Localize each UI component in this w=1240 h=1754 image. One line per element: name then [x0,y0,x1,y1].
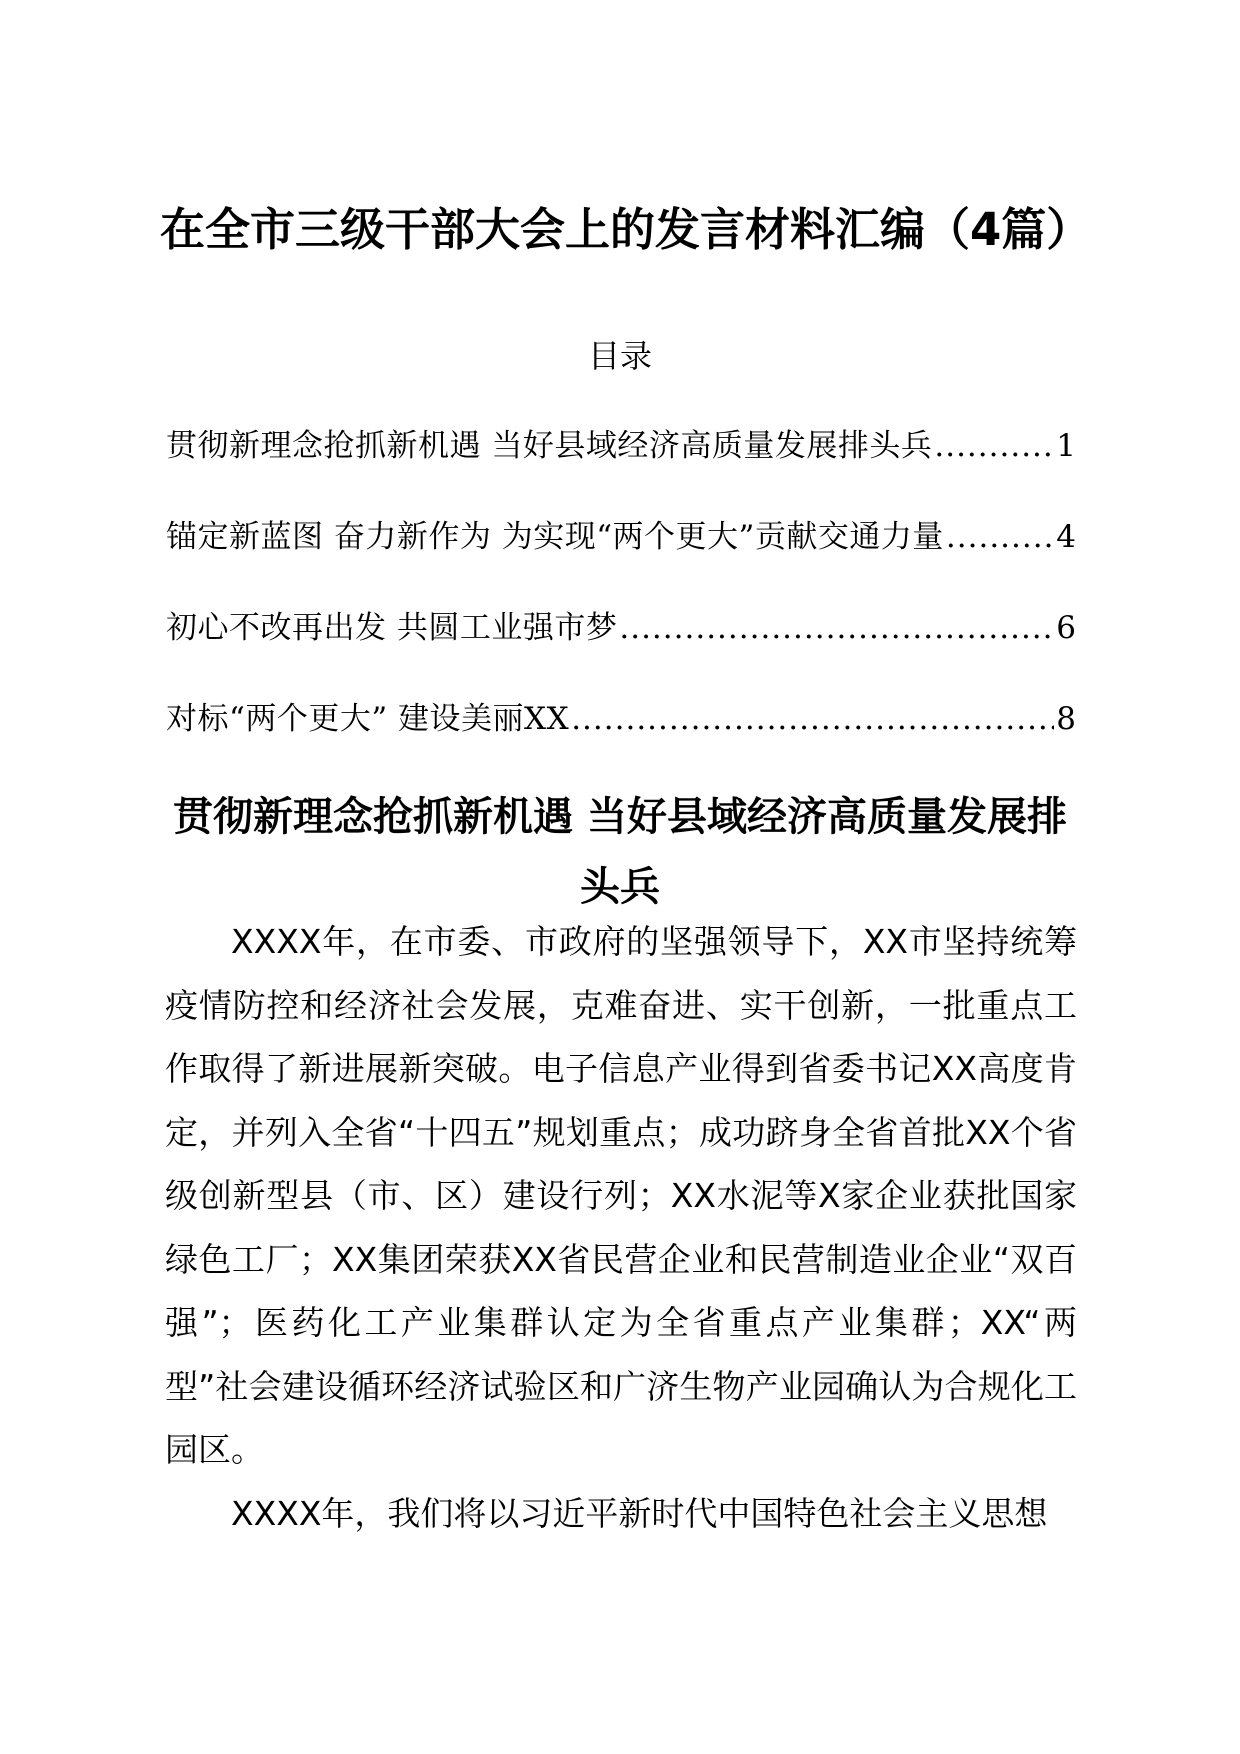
toc-leader-dots [934,426,1054,466]
toc-entry-title: 初心不改再出发 共圆工业强市梦 [166,610,618,646]
table-of-contents [166,426,1076,790]
toc-leader-dots [619,608,1054,648]
toc-leader-dots [946,517,1054,557]
toc-entry-page: 6 [1056,610,1076,646]
document-title: 在全市三级干部大会上的发言材料汇编（4篇） [160,203,1092,256]
toc-heading: 目录 [587,337,652,375]
toc-leader-dots [571,699,1054,739]
toc-entry-page: 4 [1056,519,1076,555]
toc-entry-title: 锚定新蓝图 奋力新作为 为实现“两个更大”贡献交通力量 [166,519,944,555]
body-paragraph: XXXX年，我们将以习近平新时代中国特色社会主义思想 [231,1493,1048,1533]
toc-entry-page: 1 [1056,428,1076,464]
toc-entry[interactable] [166,426,1076,466]
section-title: 贯彻新理念抢抓新机遇 当好县域经济高质量发展排头兵 [173,794,1067,910]
body-paragraph: XXXX年，在市委、市政府的坚强领导下，XX市坚持统筹疫情防控和经济社会发展，克难奋进、实干创新，一批重点工作取得了新进展新突破。电子信息产业得到省委书记XX高度肯定，并列入全省“十四五”规划重点；成功跻身全省首批XX个省级创新型县（市、区）建设行列；XX水泥等X家企业获批国家绿色工厂；XX集团荣获XX省民营企业和民营制造业企业“双百强”；医药化工产业集群认定为全省重点产业集群；XX“两型”社会建设循环经济试验区和广济生物产业园确认为合规化工园区。 [165,922,1077,1469]
toc-entry[interactable] [166,608,1076,648]
toc-entry-title: 对标“两个更大” 建设美丽XX [166,701,570,737]
toc-entry-title: 贯彻新理念抢抓新机遇 当好县域经济高质量发展排头兵 [166,428,933,464]
toc-entry[interactable] [166,699,1076,739]
body-text [165,910,1077,1545]
toc-entry-page: 8 [1056,701,1076,737]
toc-entry[interactable] [166,517,1076,557]
